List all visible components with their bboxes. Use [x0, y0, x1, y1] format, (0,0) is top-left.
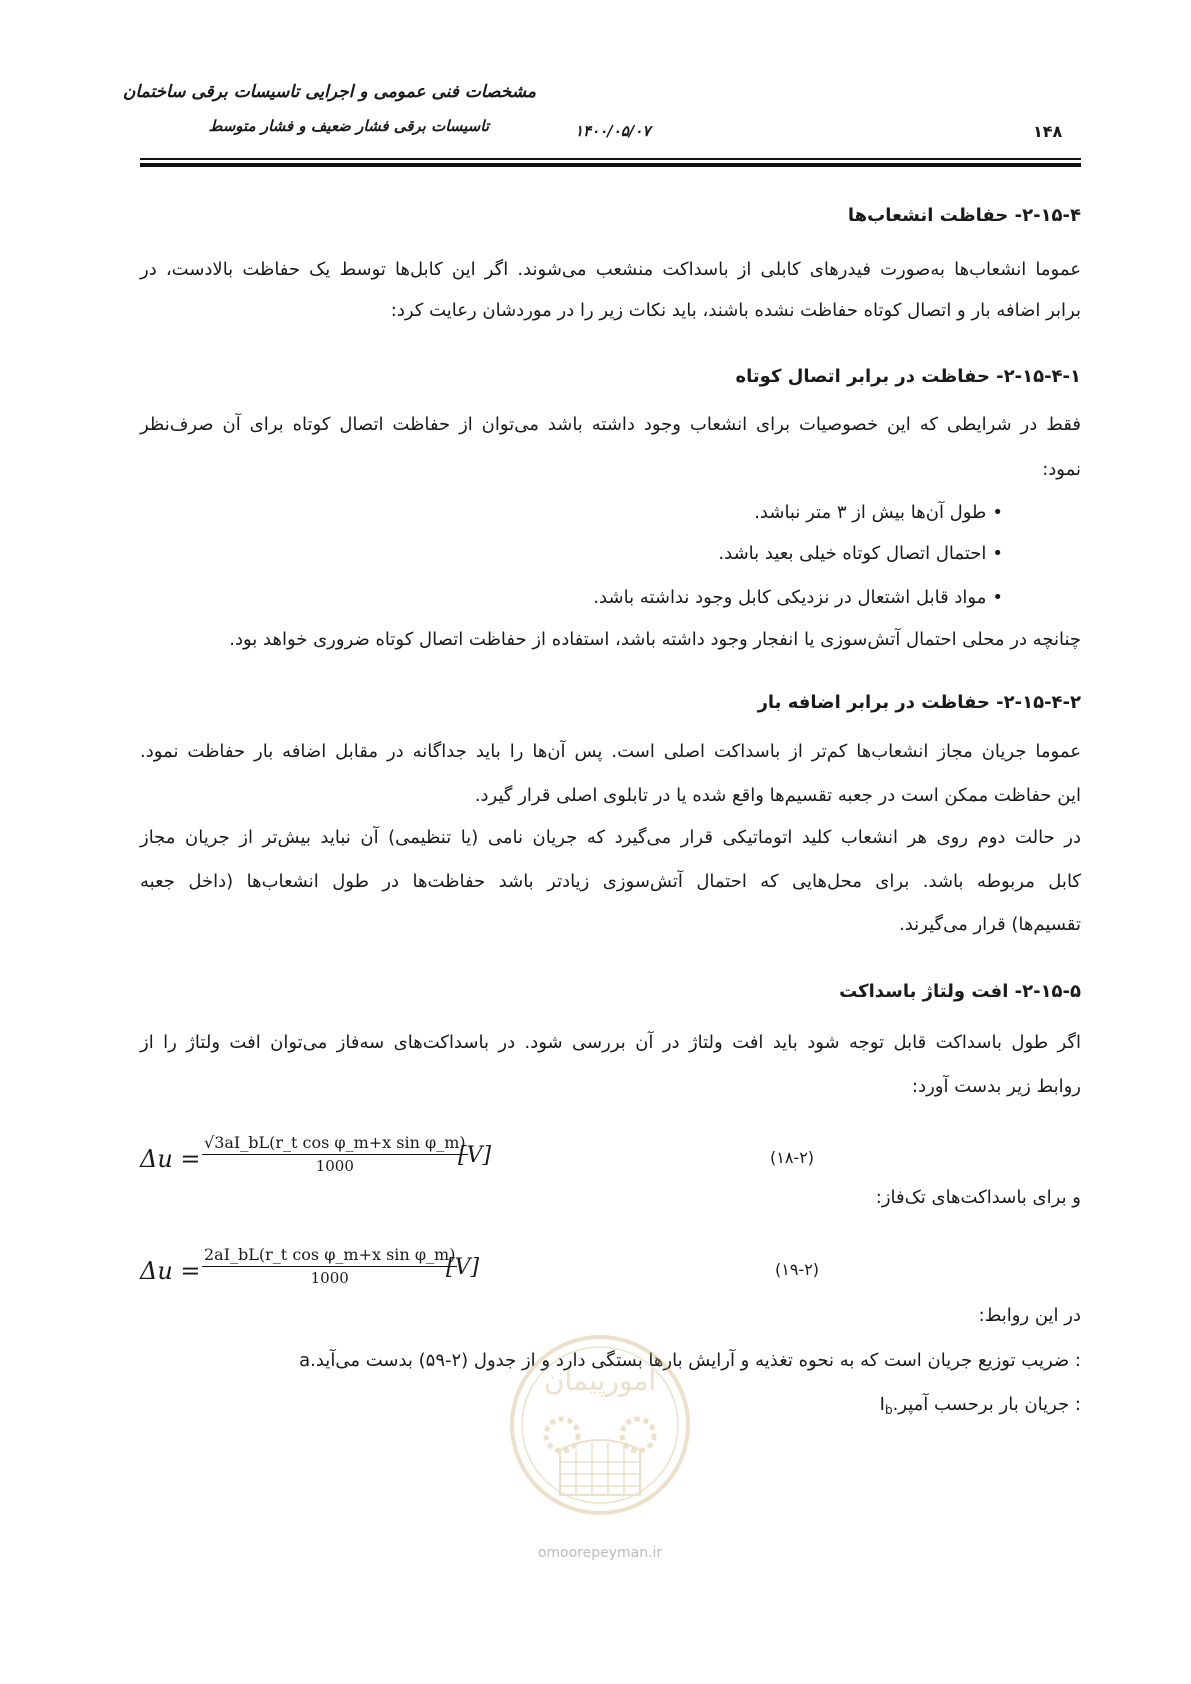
watermark-logo — [500, 1330, 700, 1530]
paragraph-line: نمود: — [1042, 459, 1081, 480]
definition-a-text: : ضریب توزیع جریان است که به نحوه تغذیه و آرایش بارها بستگی دارد و از جدول (۲-۵۹) بدست می‌آید. — [310, 1350, 1081, 1371]
bullet-item: • احتمال اتصال کوتاه خیلی بعید باشد. — [718, 543, 1003, 564]
equation-unit: [V] — [458, 1143, 492, 1168]
header-rule-thin — [140, 158, 1081, 160]
section-heading: ۲-۱۵-۴- حفاظت انشعاب‌ها — [847, 205, 1081, 226]
paragraph-line: عموما جریان مجاز انشعاب‌ها کم‌تر از باسداکت اصلی است. پس آن‌ها را باید جداگانه در مقابل اضافه بار حفاظت نمود. — [140, 741, 1081, 762]
equation-numerator: 2aI_bL(r_t cos φ_m+x sin φ_m) — [202, 1245, 457, 1267]
equation-unit: [V] — [446, 1255, 480, 1280]
equation-lhs: Δu = — [140, 1145, 201, 1173]
paragraph-line: روابط زیر بدست آورد: — [912, 1076, 1081, 1097]
paragraph-line: کابل مربوطه باشد. برای محل‌هایی که احتمال آتش‌سوزی زیادتر باشد حفاظت‌ها در طول انشعاب‌ها (داخل جعبه — [140, 871, 1081, 892]
equation-denominator: 1000 — [310, 1269, 349, 1287]
paragraph-line: و برای باسداکت‌های تک‌فاز: — [875, 1187, 1081, 1208]
equation-lhs: Δu = — [140, 1257, 201, 1285]
section-heading: ۲-۱۵-۵- افت ولتاژ باسداکت — [839, 981, 1081, 1002]
equation-number: (۱۸-۲) — [770, 1148, 815, 1167]
paragraph-line: در این روابط: — [978, 1305, 1081, 1326]
paragraph-line: فقط در شرایطی که این خصوصیات برای انشعاب وجود داشته باشد می‌توان از حفاظت اتصال کوتاه برای آن صرف‌نظر — [140, 414, 1081, 435]
equation-denominator: 1000 — [315, 1157, 354, 1175]
equation-fraction — [202, 1133, 468, 1175]
definition-ib-text: : جریان بار برحسب آمپر. — [892, 1394, 1081, 1415]
definition-a-symbol: a — [299, 1350, 311, 1371]
paragraph-line: این حفاظت ممکن است در جعبه تقسیم‌ها واقع شده یا در تابلوی اصلی قرار گیرد. — [474, 785, 1081, 806]
paragraph-line: چنانچه در محلی احتمال آتش‌سوزی یا انفجار وجود داشته باشد، استفاده از حفاظت اتصال کوتاه ضروری خواهد بود. — [229, 629, 1081, 650]
bullet-item: • مواد قابل اشتعال در نزدیکی کابل وجود نداشته باشد. — [593, 587, 1003, 608]
paragraph-line: در حالت دوم روی هر انشعاب کلید اتوماتیکی قرار می‌گیرد که جریان نامی (یا تنظیمی) آن نباید بیش‌تر از جریان مجاز — [140, 827, 1081, 848]
equation-fraction — [202, 1245, 457, 1287]
header-title: مشخصات فنی عمومی و اجرایی تاسیسات برقی ساختمان — [122, 82, 536, 102]
equation-19-2 — [140, 1245, 610, 1301]
paragraph-line: اگر طول باسداکت قابل توجه شود باید افت ولتاژ در آن بررسی شود. در باسداکت‌های سه‌فاز می‌توان افت ولتاژ را از — [140, 1032, 1081, 1053]
paragraph-line: تقسیم‌ها) قرار می‌گیرند. — [898, 914, 1081, 935]
watermark-url: omoorepeyman.ir — [537, 1545, 663, 1561]
section-heading: ۲-۱۵-۴-۱- حفاظت در برابر اتصال کوتاه — [735, 366, 1081, 387]
section-heading: ۲-۱۵-۴-۲- حفاظت در برابر اضافه بار — [757, 692, 1081, 713]
header-rule-thick — [140, 163, 1081, 167]
equation-numerator: √3aI_bL(r_t cos φ_m+x sin φ_m) — [202, 1133, 468, 1155]
page-number: ۱۴۸ — [1033, 122, 1063, 141]
paragraph-line: عموما انشعاب‌ها به‌صورت فیدرهای کابلی از باسداکت منشعب می‌شوند. اگر این کابل‌ها توسط یک حفاظت بالادست، در — [140, 259, 1081, 280]
header-date: ۱۴۰۰/۰۵/۰۷ — [575, 122, 651, 140]
equation-number: (۱۹-۲) — [775, 1260, 820, 1279]
definition-ib-symbol: $I_b$ — [879, 1394, 893, 1417]
header-subtitle: تاسیسات برقی فشار ضعیف و فشار متوسط — [208, 117, 489, 135]
watermark-logo-text: امورپیمان — [543, 1364, 657, 1397]
equation-18-2 — [140, 1133, 610, 1189]
bullet-item: • طول آن‌ها بیش از ۳ متر نباشد. — [754, 502, 1003, 523]
paragraph-line: برابر اضافه بار و اتصال کوتاه حفاظت نشده باشند، باید نکات زیر را در موردشان رعایت کرد: — [390, 300, 1081, 321]
